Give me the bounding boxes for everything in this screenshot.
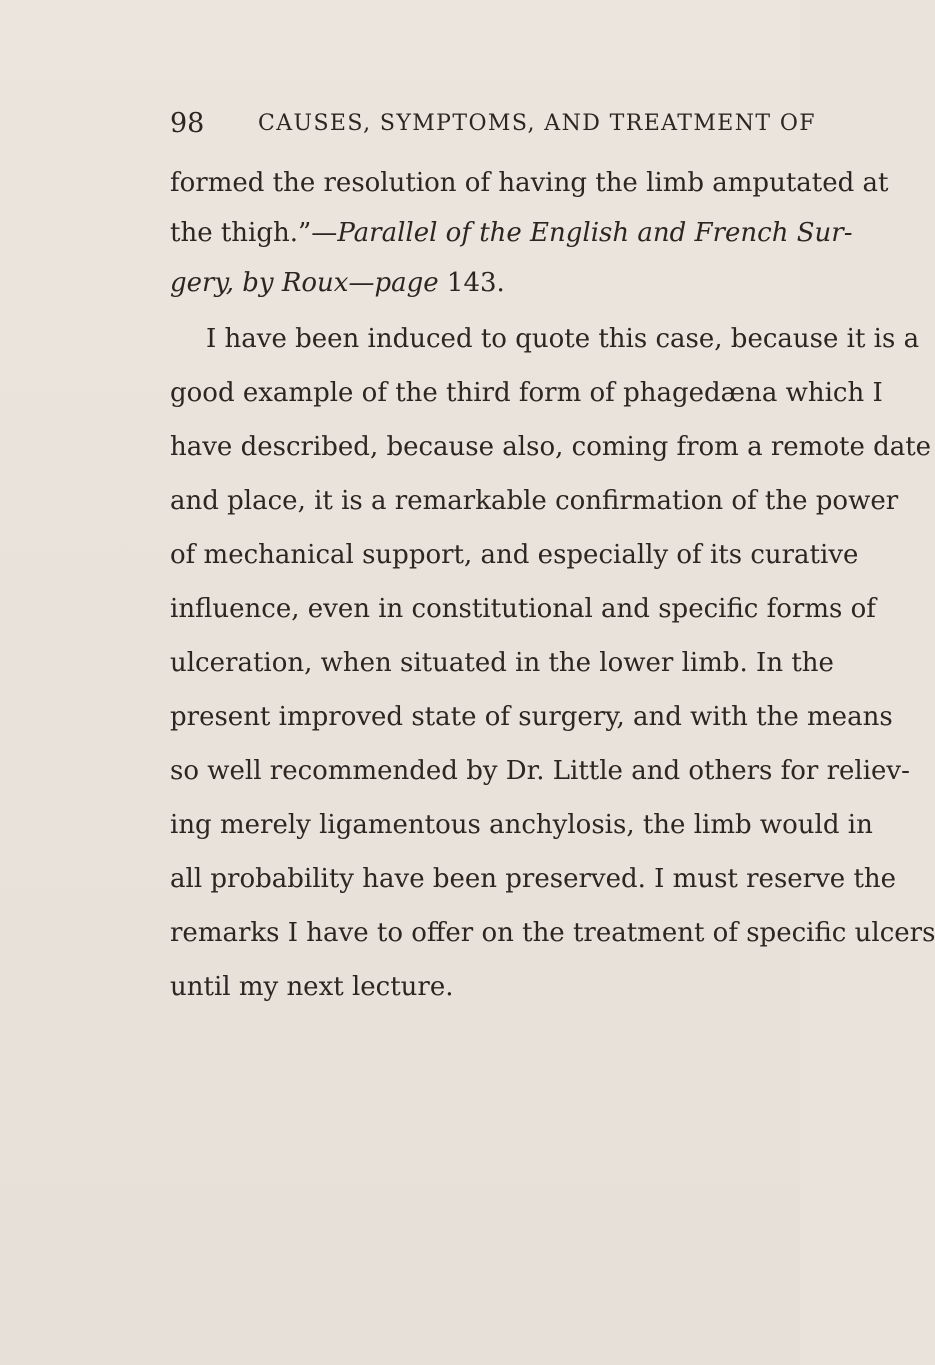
text-line xyxy=(170,854,897,904)
text-segment-italic: Parallel of the English and French Sur- xyxy=(337,218,853,248)
text-segment: present improved state of surgery, and with the means xyxy=(170,702,893,732)
text-line xyxy=(170,746,910,796)
text-line xyxy=(170,476,899,526)
text-segment: good example of the third form of phagedæna which I xyxy=(170,378,883,408)
text-segment-italic: gery, by Roux—page xyxy=(170,268,439,298)
text-line xyxy=(170,908,935,958)
text-line xyxy=(170,158,889,208)
text-segment: all probability have been preserved. I must reserve the xyxy=(170,864,897,894)
text-segment: until my next lecture. xyxy=(170,972,454,1002)
text-line xyxy=(170,584,876,634)
text-line xyxy=(170,314,920,364)
text-segment: of mechanical support, and especially of its curative xyxy=(170,540,859,570)
text-segment: 143. xyxy=(438,268,505,298)
text-segment: remarks I have to offer on the treatment of specific ulcers xyxy=(170,918,935,948)
text-segment: influence, even in constitutional and specific forms of xyxy=(170,594,876,624)
text-line xyxy=(170,962,772,1012)
text-segment: ulceration, when situated in the lower limb. In the xyxy=(170,648,834,678)
text-line xyxy=(170,800,873,850)
text-line xyxy=(170,368,883,418)
text-line xyxy=(170,258,772,308)
page-number: 98 xyxy=(170,108,205,139)
text-segment: so well recommended by Dr. Little and others for reliev- xyxy=(170,756,910,786)
text-segment: the thigh.”— xyxy=(170,218,338,248)
text-segment: formed the resolution of having the limb amputated at xyxy=(170,168,889,198)
running-head-title: CAUSES, SYMPTOMS, AND TREATMENT OF xyxy=(258,111,816,136)
text-line xyxy=(170,422,932,472)
text-line xyxy=(170,530,859,580)
text-line xyxy=(170,208,853,258)
text-segment: have described, because also, coming from a remote date xyxy=(170,432,932,462)
text-segment: ing merely ligamentous anchylosis, the limb would in xyxy=(170,810,873,840)
text-line xyxy=(170,638,834,688)
text-segment: and place, it is a remarkable confirmation of the power xyxy=(170,486,899,516)
text-line xyxy=(170,692,893,742)
text-segment: I have been induced to quote this case, because it is a xyxy=(206,324,920,354)
